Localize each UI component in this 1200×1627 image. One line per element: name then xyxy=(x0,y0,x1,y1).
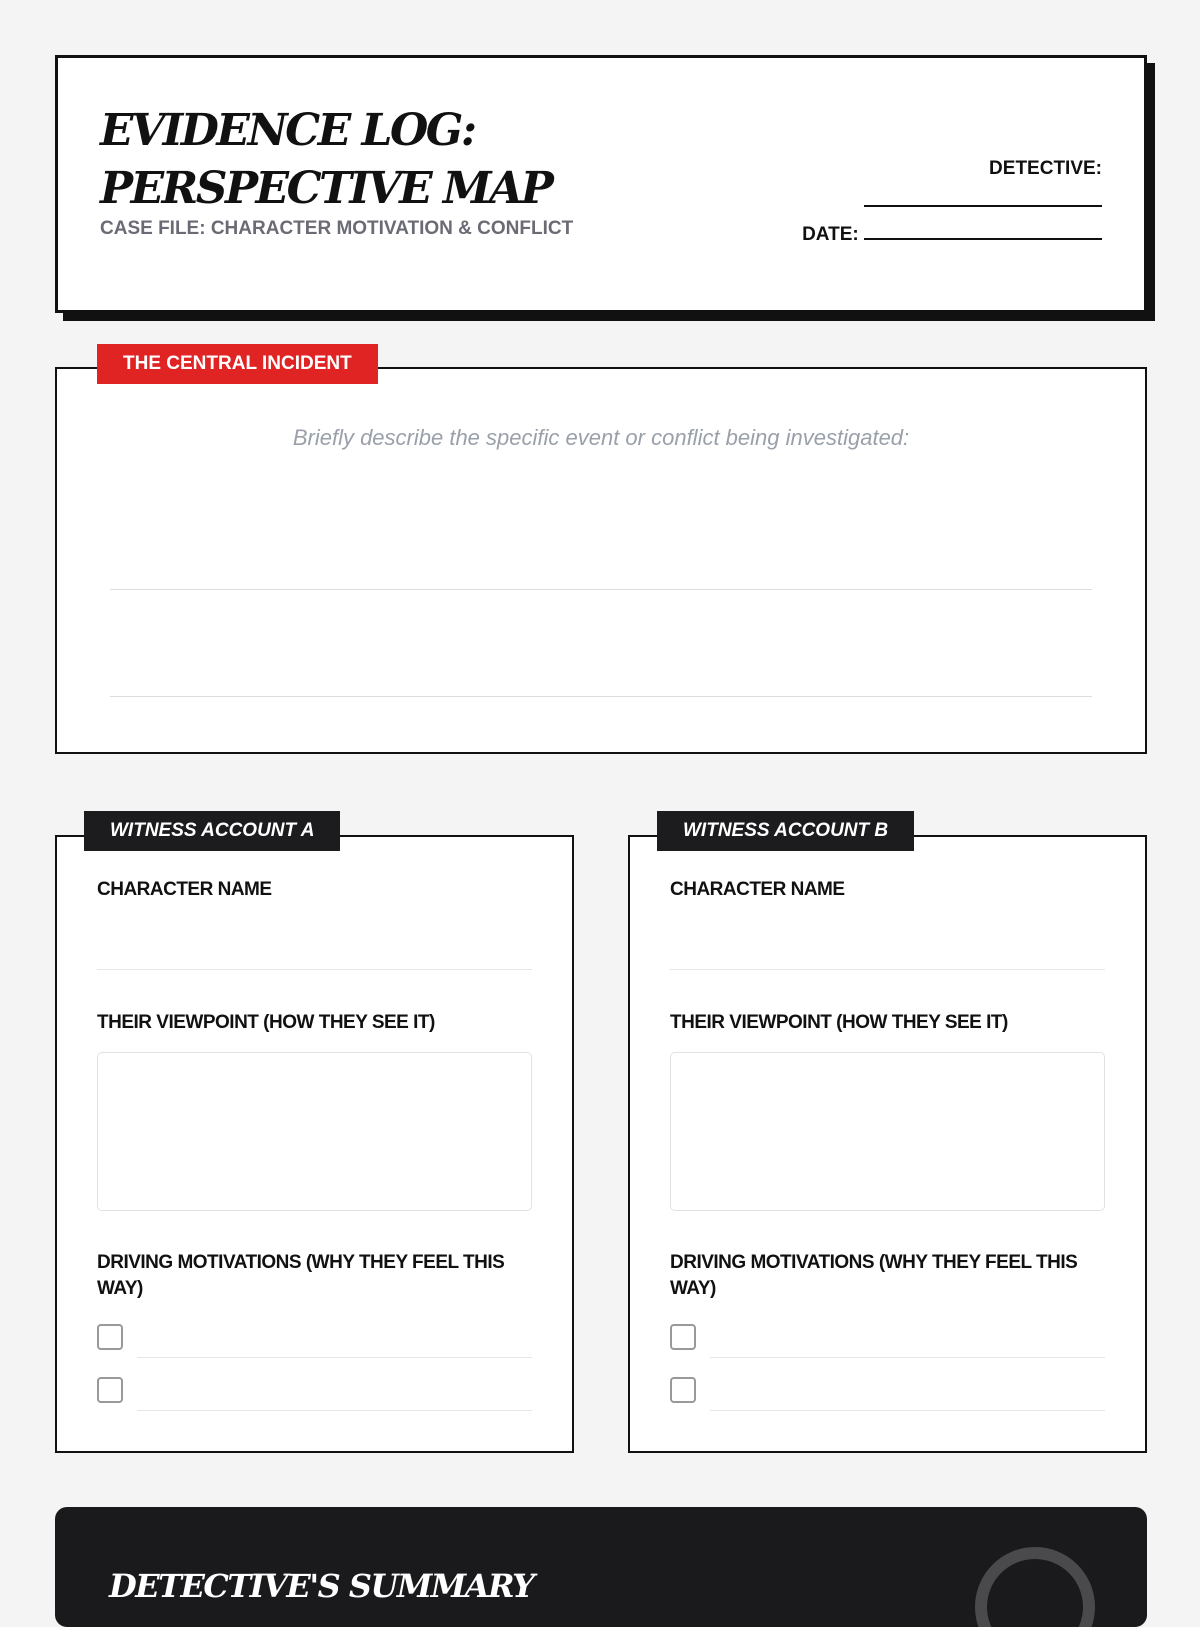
motivation-checkbox-1[interactable] xyxy=(97,1324,123,1350)
detective-field[interactable] xyxy=(864,187,1102,207)
motivation-checkbox-2[interactable] xyxy=(97,1377,123,1403)
witness-b-box xyxy=(628,835,1147,1453)
incident-hint: Briefly describe the specific event or conflict being investigated: xyxy=(292,425,910,450)
meta-fields xyxy=(802,152,1102,251)
character-name-label: CHARACTER NAME xyxy=(97,879,272,900)
motivations-label: DRIVING MOTIVATIONS (WHY THEY FEEL THIS WAY) xyxy=(97,1252,505,1299)
witness-a-tag: WITNESS ACCOUNT A xyxy=(84,811,340,851)
viewpoint-label: THEIR VIEWPOINT (HOW THEY SEE IT) xyxy=(97,1012,435,1033)
character-name-field[interactable] xyxy=(670,969,1105,970)
motivation-line-1[interactable] xyxy=(710,1357,1105,1358)
incident-box xyxy=(55,367,1147,754)
detective-label: DETECTIVE: xyxy=(989,158,1102,179)
summary-title: DETECTIVE'S SUMMARY xyxy=(109,1567,534,1605)
motivations-label: DRIVING MOTIVATIONS (WHY THEY FEEL THIS WAY) xyxy=(670,1252,1078,1299)
summary-panel xyxy=(55,1507,1147,1627)
case-file-subtitle: CASE FILE: CHARACTER MOTIVATION & CONFLICT xyxy=(100,218,574,239)
witness-a-box xyxy=(55,835,574,1453)
viewpoint-label: THEIR VIEWPOINT (HOW THEY SEE IT) xyxy=(670,1012,1008,1033)
incident-line-2[interactable] xyxy=(110,696,1092,697)
motivation-checkbox-2[interactable] xyxy=(670,1377,696,1403)
motivation-line-1[interactable] xyxy=(137,1357,532,1358)
character-name-field[interactable] xyxy=(97,969,532,970)
page-title: EVIDENCE LOG: PERSPECTIVE MAP xyxy=(100,105,552,214)
motivation-line-2[interactable] xyxy=(710,1410,1105,1411)
date-label: DATE: xyxy=(802,224,859,245)
viewpoint-textarea[interactable] xyxy=(670,1052,1105,1211)
magnifier-ring-icon xyxy=(975,1547,1095,1627)
incident-line-1[interactable] xyxy=(110,589,1092,590)
viewpoint-textarea[interactable] xyxy=(97,1052,532,1211)
witness-b-tag: WITNESS ACCOUNT B xyxy=(657,811,914,851)
incident-tag: THE CENTRAL INCIDENT xyxy=(97,344,378,384)
motivation-checkbox-1[interactable] xyxy=(670,1324,696,1350)
header-card xyxy=(55,55,1147,313)
character-name-label: CHARACTER NAME xyxy=(670,879,845,900)
date-field[interactable] xyxy=(864,220,1102,240)
motivation-line-2[interactable] xyxy=(137,1410,532,1411)
